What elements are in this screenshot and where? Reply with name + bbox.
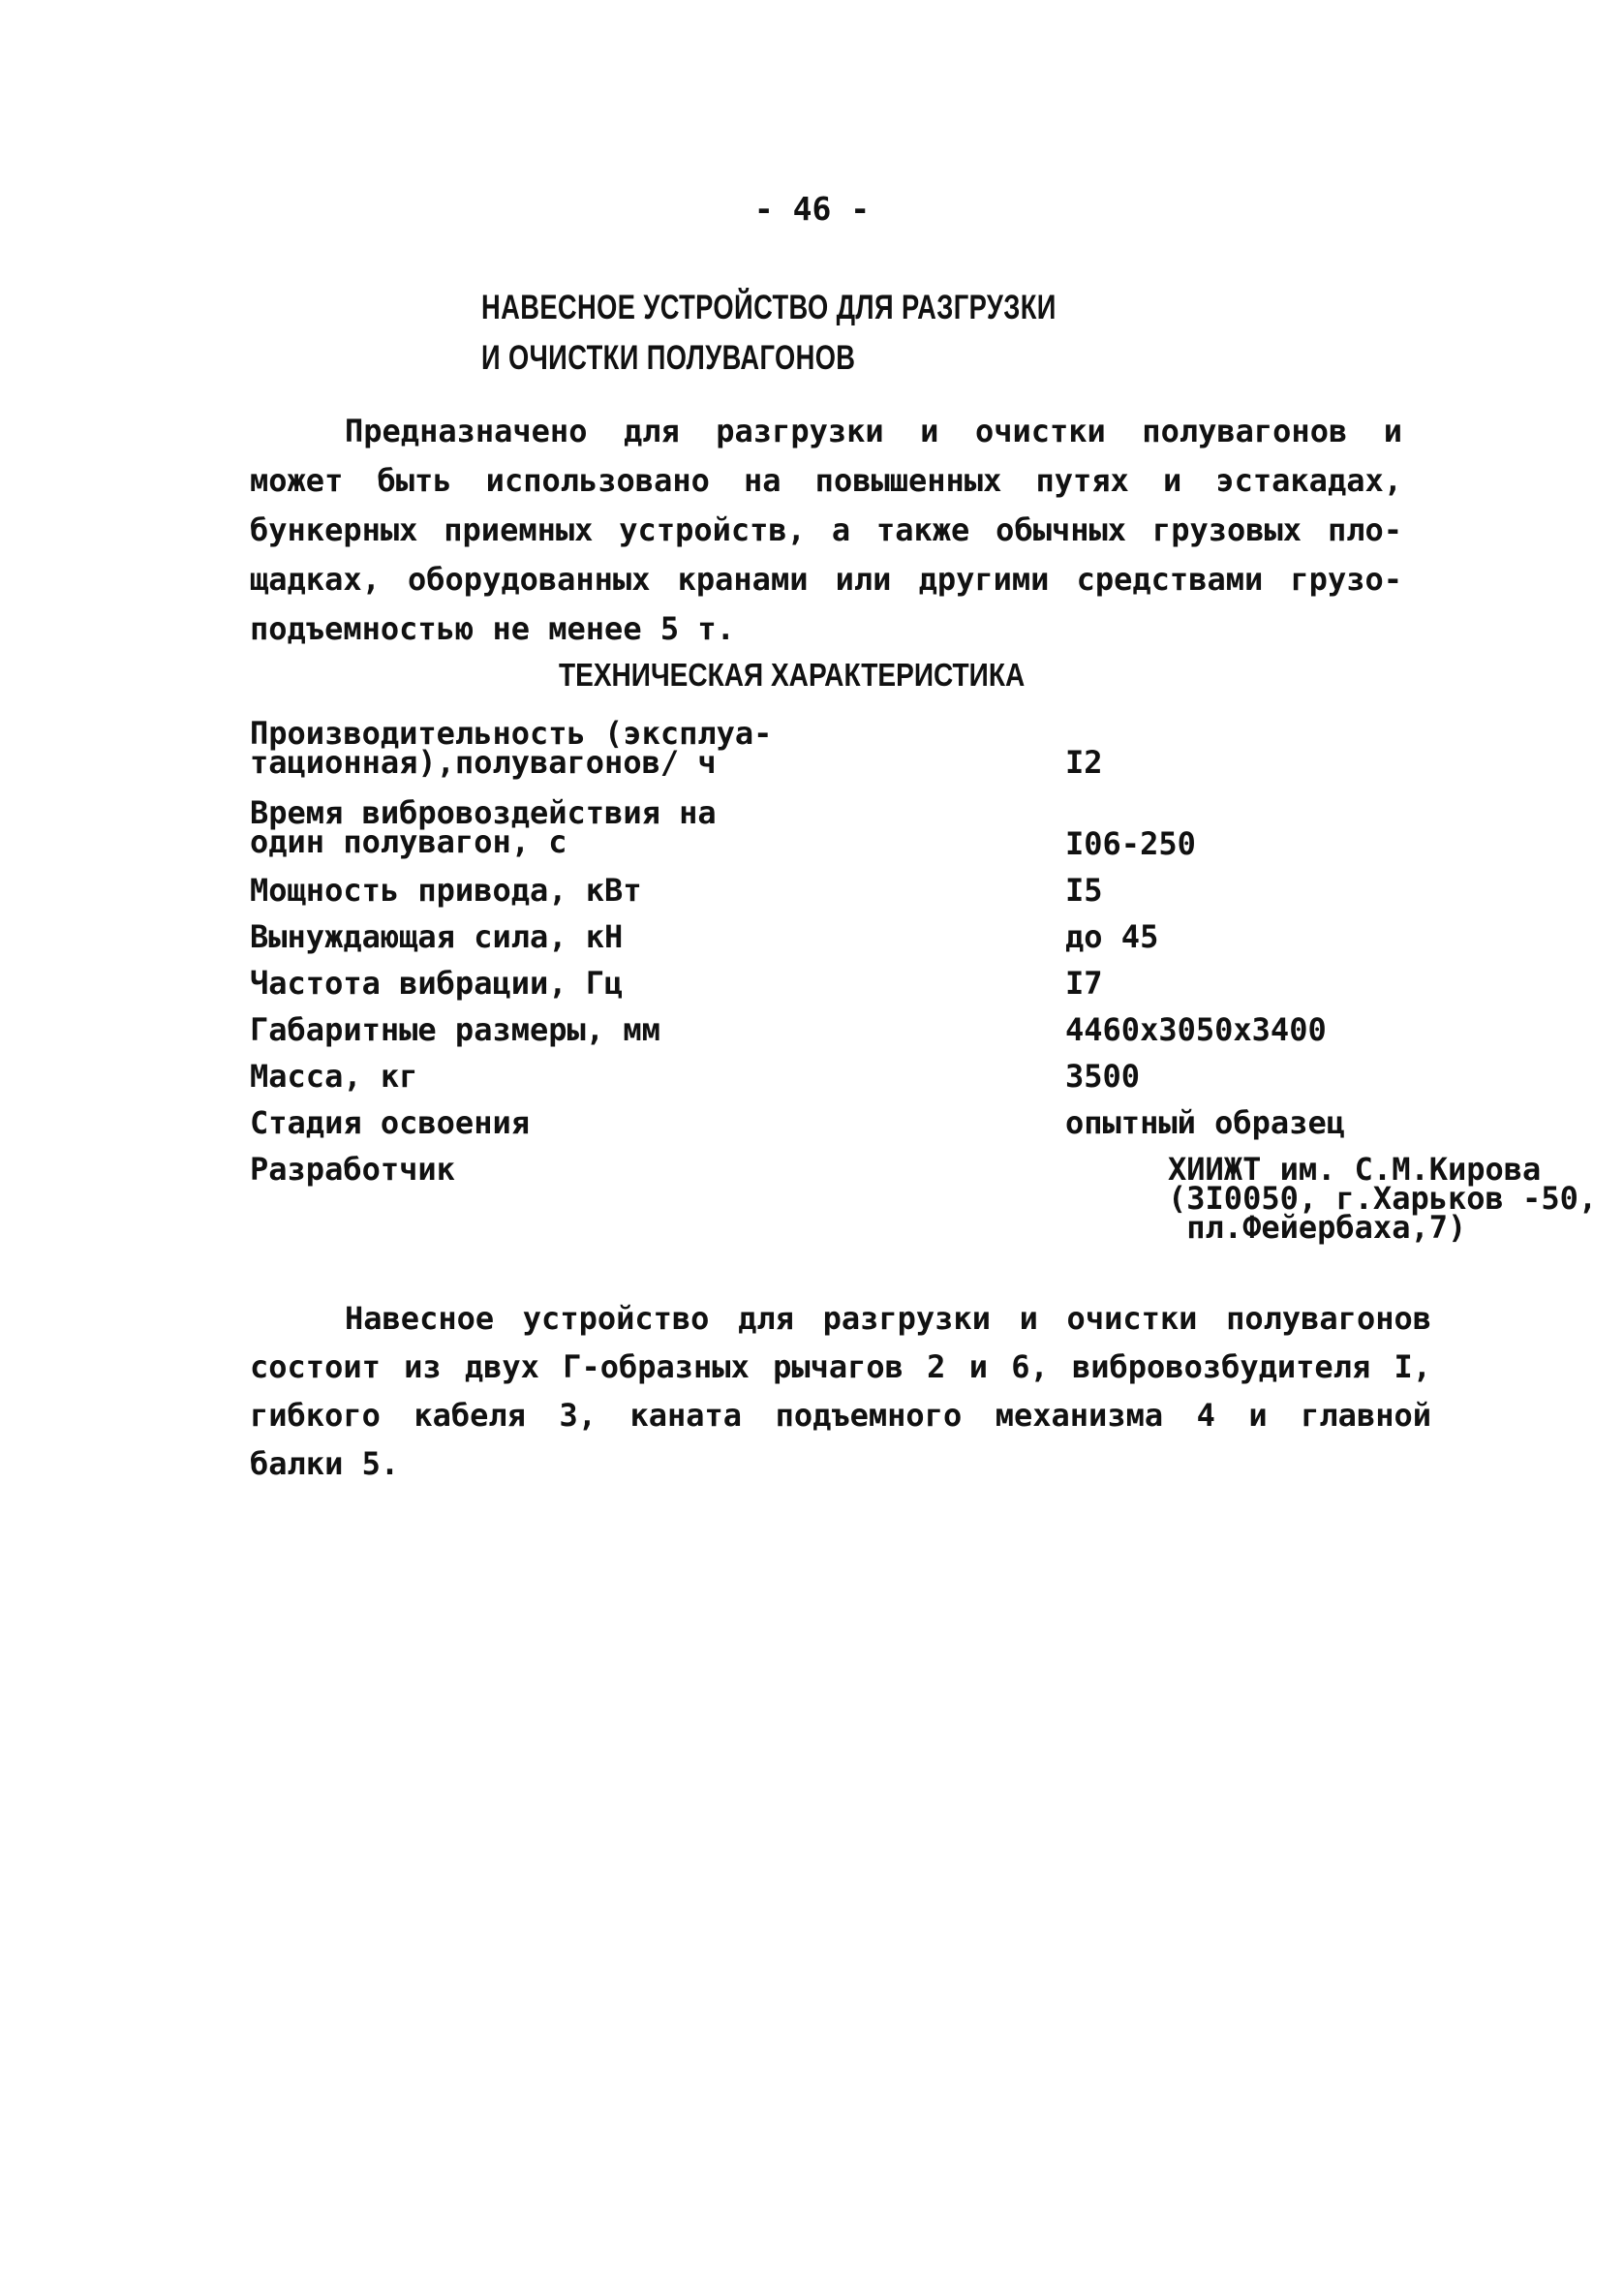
intro-paragraph bbox=[250, 407, 1402, 654]
document-title bbox=[481, 283, 1057, 384]
spec-label: Мощность привода, кВт bbox=[250, 872, 642, 909]
spec-label bbox=[250, 715, 792, 781]
spec-label-line: один полувагон, с bbox=[250, 823, 567, 860]
spec-label bbox=[250, 794, 792, 860]
spec-label: Масса, кг bbox=[250, 1058, 418, 1095]
spec-value: I2 bbox=[1065, 744, 1103, 781]
body-line: балки 5. bbox=[250, 1445, 400, 1482]
title-line-2: И ОЧИСТКИ ПОЛУВАГОНОВ bbox=[481, 339, 856, 377]
spec-label: Стадия освоения bbox=[250, 1104, 530, 1141]
spec-value: до 45 bbox=[1065, 918, 1159, 955]
body-line: гибкого кабеля 3, каната подъемного механизма 4 и главной bbox=[250, 1397, 1431, 1434]
spec-value: опытный образец bbox=[1065, 1104, 1345, 1141]
intro-line: бункерных приемных устройств, а также обычных грузовых пло- bbox=[250, 511, 1402, 548]
spec-value bbox=[1168, 1151, 1598, 1246]
developer-line: пл.Фейербаха,7) bbox=[1168, 1209, 1467, 1246]
developer-line: (3I0050, г.Харьков -50, bbox=[1168, 1180, 1598, 1217]
spec-value: 3500 bbox=[1065, 1058, 1141, 1095]
spec-label-line: тационная),полувагонов/ ч bbox=[250, 744, 717, 781]
body-line: Навесное устройство для разгрузки и очистки полувагонов bbox=[345, 1300, 1431, 1337]
spec-value: I5 bbox=[1065, 872, 1103, 909]
spec-heading: ТЕХНИЧЕСКАЯ ХАРАКТЕРИСТИКА bbox=[559, 657, 1026, 693]
spec-label-line: Производительность (эксплуа- bbox=[250, 715, 773, 752]
title-line-1: НАВЕСНОЕ УСТРОЙСТВО ДЛЯ РАЗГРУЗКИ bbox=[481, 289, 1057, 326]
spec-label: Разработчик bbox=[250, 1151, 455, 1188]
intro-line: может быть использовано на повышенных путях и эстакадах, bbox=[250, 462, 1402, 499]
intro-line: подъемностью не менее 5 т. bbox=[250, 610, 735, 647]
spec-value: I7 bbox=[1065, 965, 1103, 1002]
intro-line: щадках, оборудованных кранами или другими средствами грузо- bbox=[250, 561, 1402, 598]
spec-label: Габаритные размеры, мм bbox=[250, 1011, 660, 1048]
page-number: - 46 - bbox=[753, 190, 871, 228]
intro-line: Предназначено для разгрузки и очистки полувагонов и bbox=[345, 413, 1402, 449]
spec-value: 4460х3050х3400 bbox=[1065, 1011, 1327, 1048]
spec-label: Частота вибрации, Гц bbox=[250, 965, 624, 1002]
spec-label-line: Время вибровоздействия на bbox=[250, 794, 717, 831]
spec-label: Вынуждающая сила, кН bbox=[250, 918, 624, 955]
body-line: состоит из двух Г-образных рычагов 2 и 6, вибровозбудителя I, bbox=[250, 1348, 1431, 1385]
spec-value: I06-250 bbox=[1065, 825, 1196, 862]
developer-line: ХИИЖТ им. С.М.Кирова bbox=[1168, 1151, 1542, 1188]
description-paragraph bbox=[250, 1294, 1431, 1488]
